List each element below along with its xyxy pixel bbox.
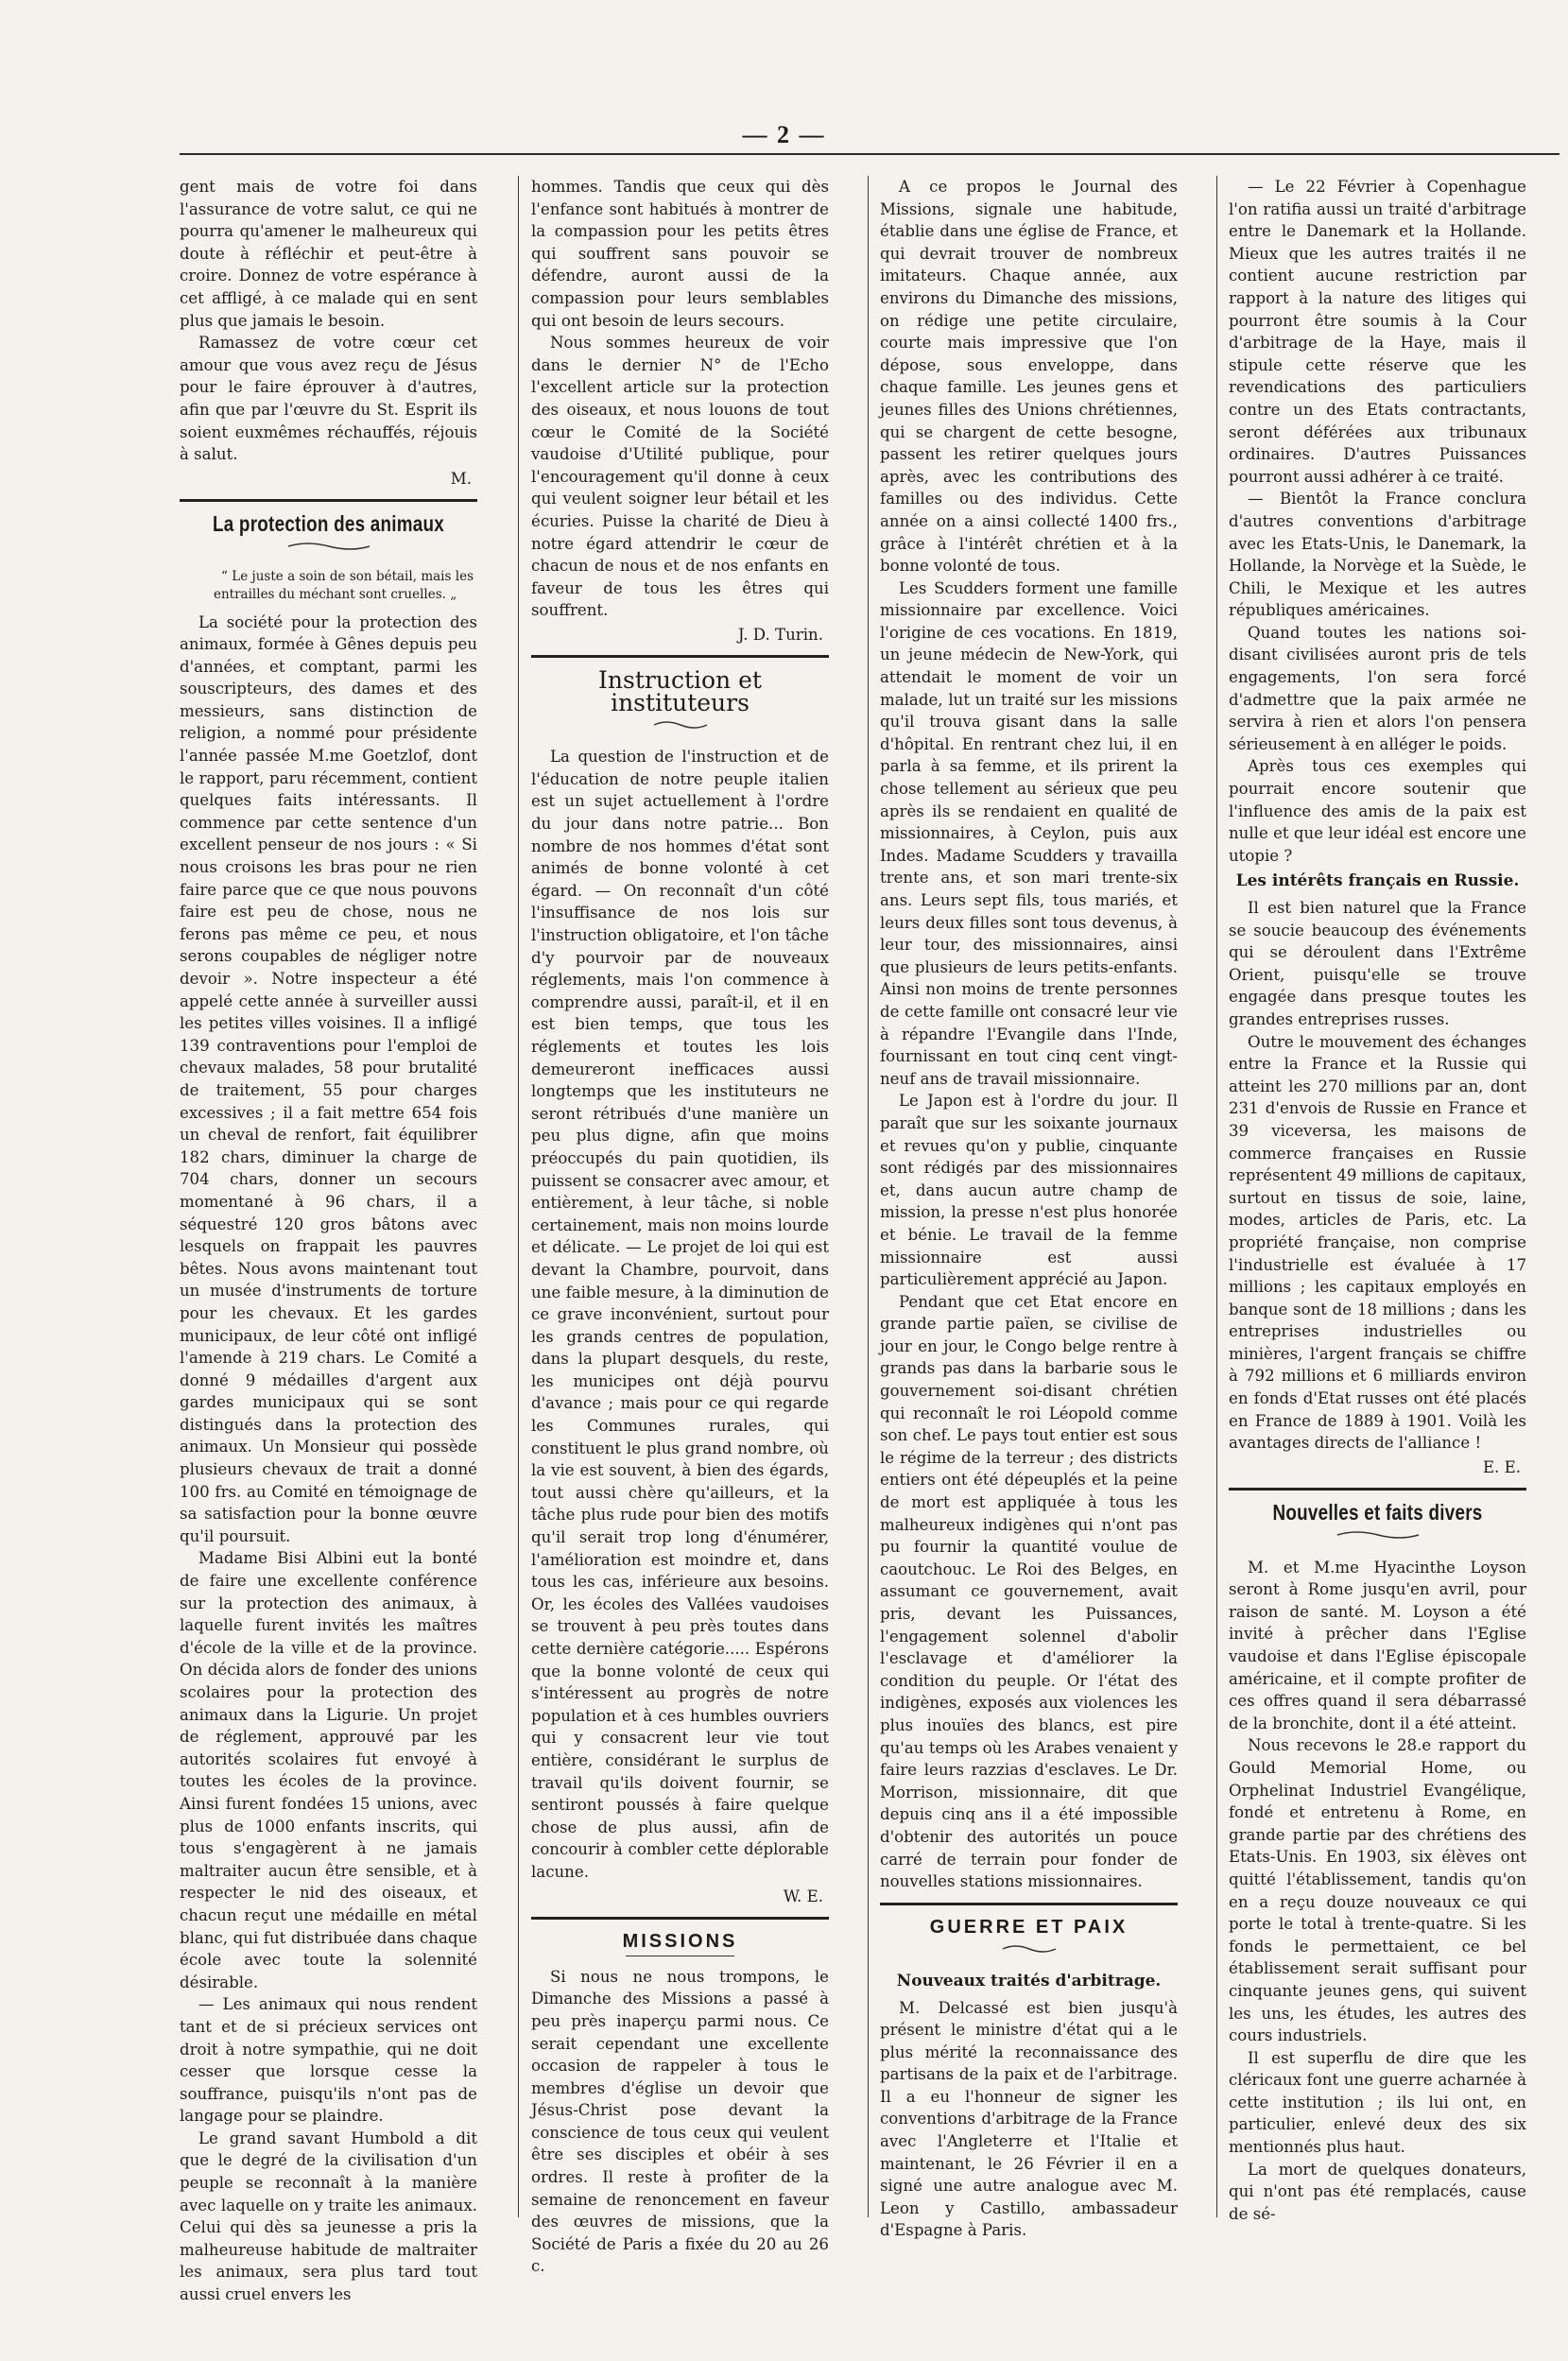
paragraph: M. Delcassé est bien jusqu'à présent le ministre d'état qui a le plus mérité la reconnaissance des partisans de la paix et de l'arbitrage. Il a eu l'honneur de signer les conventions d'arbitrage de la France avec l'Angleterre et l'Italie et maintenant, le 26 Février il en a signé une autre analogue avec M. Leon y Castillo, ambassadeur d'Espagne à Paris. — [880, 1998, 1178, 2240]
paragraph: — Bientôt la France conclura d'autres conventions d'arbitrage avec les Etats-Unis, le Danemark, la Hollande, la Norvège et la Suède, le Chili, le Mexique et les autres républiques américaines. — [1229, 490, 1526, 620]
signature: E. E. — [1482, 1457, 1521, 1476]
epigraph: “ Le juste a soin de son bétail, mais les entrailles du méchant sont cruelles. „ — [214, 568, 474, 602]
paragraph: Madame Bisi Albini eut la bonté de faire une excellente conférence sur la protection des animaux, à laquelle furent invités les maîtres d'école de la ville et de la province. On décida alors de fonder des unions scolaires pour la protection des animaux dans la Ligurie. Un projet de réglement, approuvé par les autorités scolaires fut envoyé à toutes les écoles de la province. Ainsi furent fondées 15 unions, avec plus de 1000 enfants inscrits, qui tous s'engagèrent à ne jamais maltraiter aucun être sensible, et à respecter le nid des oiseaux, et chacun reçut une médaille en métal blanc, qui fut distribuée dans chaque école avec toute la solennité désirable. — [180, 1549, 477, 1991]
signature: W. E. — [783, 1887, 823, 1905]
signature: M. — [450, 469, 472, 488]
paragraph: — Les animaux qui nous rendent tant et de si précieux services ont droit à notre sympathie, qui ne doit cesser que lorsque cesse la souffrance, puisqu'ils n'ont pas de langage pour se plaindre. — [180, 1995, 477, 2126]
section-rule — [880, 1903, 1178, 1905]
header-rule — [180, 153, 1559, 155]
column-2 — [531, 176, 829, 2276]
paragraph: gent mais de votre foi dans l'assurance de votre salut, ce qui ne pourra qu'amener le malheureux qui doute à réfléchir et peut-être à croire. Donnez de votre espérance à cet affligé, à ce malade qui en sent plus que jamais le besoin. — [180, 178, 477, 330]
column-1 — [180, 176, 477, 2304]
column-divider — [868, 176, 869, 2217]
paragraph: Nous recevons le 28.e rapport du Gould Memorial Home, ou Orphelinat Industriel Evangélique, fondé et entretenu à Rome, en grande partie par des chrétiens des Etats-Unis. En 1903, six élèves ont quitté l'établissement, tandis qu'on en a reçu douze nouveaux ce qui porte le total à trente-quatre. Si les fonds le permettaient, ce bel établissement serait suffisant pour cinquante jeunes gens, qui suivent les uns, les études, les autres des cours industriels. — [1229, 1736, 1526, 2045]
section-rule — [531, 1917, 829, 1920]
paragraph: Après tous ces exemples qui pourrait encore soutenir que l'influence des amis de la paix est nulle et que leur idéal est encore une utopie ? — [1229, 757, 1526, 865]
column-3 — [880, 176, 1178, 2265]
paragraph: hommes. Tandis que ceux qui dès l'enfance sont habitués à montrer de la compassion pour les petits êtres qui souffrent sans pouvoir se défendre, auront aussi de la compassion pour leurs semblables qui ont besoin de leurs secours. — [531, 178, 829, 330]
paragraph: Il est bien naturel que la France se soucie beaucoup des événements qui se déroulent dans l'Extrême Orient, puisqu'elle se trouve engagée dans presque toutes les grandes entreprises russes. — [1229, 899, 1526, 1028]
paragraph: Outre le mouvement des échanges entre la France et la Russie qui atteint les 270 millions par an, dont 231 d'envois de Russie en France et 39 viceversa, les maisons de commerce françaises en Russie représentent 49 millions de capitaux, surtout en tissus de soie, laine, modes, articles de Paris, etc. La propriété française, non comprise l'industrielle est évaluée à 17 millions ; les capitaux employés en banque sont de 18 millions ; dans les entreprises industrielles ou minières, l'argent français se chiffre à 792 millions et 6 milliards environ en fonds d'Etat russes ont été placés en France de 1889 à 1901. Voilà les avantages directs de l'alliance ! — [1229, 1032, 1526, 1453]
paragraph: La société pour la protection des animaux, formée à Gênes depuis peu d'années, et comptant, parmi les souscripteurs, des dames et des messieurs, sans distinction de religion, a nommé pour présidente l'année passée M.me Goetzlof, dont le rapport, paru récemment, contient quelques faits intéressants. Il commence par cette sentence d'un excellent penseur de nos jours : « Si nous croisons les bras pour ne rien faire parce que ce que nous pouvons faire est peu de chose, nous ne ferons pas même ce peu, et nous serons coupables de négliger notre devoir ». Notre inspecteur a été appelé cette année à surveiller aussi les petites villes voisines. Il a infligé 139 contraventions pour l'emploi de chevaux malades, 58 pour brutalité de traitement, 55 pour charges excessives ; il a fait mettre 654 fois un cheval de renfort, fait équilibrer 182 chars, diminuer la charge de 704 chars, donner un secours momentané à 96 chars, il a séquestré 120 gros bâtons avec lesquels on frappait les pauvres bêtes. Nous avons maintenant tout un musée d'instruments de torture pour les chevaux. Et les gardes municipaux, de leur côté ont infligé l'amende à 219 chars. Le Comité a donné 9 médailles d'argent aux gardes municipaux qui se sont distingués dans la protection des animaux. Un Monsieur qui possède plusieurs chevaux de trait a donné 100 frs. au Comité en témoignage de sa satisfaction pour la bonne œuvre qu'il poursuit. — [180, 612, 477, 1545]
article-heading: GUERRE ET PAIX — [929, 1916, 1129, 1938]
column-4 — [1229, 176, 1526, 2265]
article-heading: Nouvelles et faits divers — [1272, 1500, 1483, 1525]
paragraph: La question de l'instruction et de l'éducation de notre peuple italien est un sujet actuellement à l'ordre du jour dans notre patrie... Bon nombre de nos hommes d'état sont animés de bonne volonté à cet égard. — On reconnaît d'un côté l'insuffisance de nos lois sur l'instruction obligatoire, et l'on tâche d'y pourvoir par de nouveaux réglements, mais l'on commence à comprendre aussi, paraît-il, et il en est bien temps, que tous les réglements et toutes les lois demeureront inefficaces aussi longtemps que les instituteurs ne seront rétribués d'une manière un peu plus digne, afin que moins préoccupés du pain quotidien, ils puissent se consacrer avec amour, et entièrement, à leur tâche, si noble certainement, mais non moins lourde et délicate. — Le projet de loi qui est devant la Chambre, pourvoit, dans une faible mesure, à la diminution de ce grave inconvénient, surtout pour les grands centres de population, dans la plupart desquels, du reste, les municipes ont déjà pourvu d'avance ; mais pour ce qui regarde les Communes rurales, qui constituent le plus grand nombre, où la vie est souvent, à bien des égards, tout aussi chère qu'ailleurs, et la tâche plus rude pour bien des motifs qu'il serait trop long d'énumérer, l'amélioration est moindre et, dans tous les cas, inférieure aux besoins. Or, les écoles des Vallées vaudoises se trouvent à peu près toutes dans cette dernière catégorie..... Espérons que la bonne volonté de ceux qui s'intéressent au progrès de notre population et à ces humbles ouvriers qui y consacrent leur vie tout entière, considérant le surplus de travail qu'ils doivent fournir, se sentiront poussés à faire quelque chose de plus aussi, afin de concourir à combler cette déplorable lacune. — [531, 748, 829, 1881]
paragraph: M. et M.me Hyacinthe Loyson seront à Rome jusqu'en avril, pour raison de santé. M. Loyson a été invité à prêcher dans l'Eglise vaudoise et dans l'Eglise épiscopale américaine, et il compte profiter de ces offres quand il sera débarrassé de la bronchite, dont il a été atteint. — [1229, 1558, 1526, 1732]
ornament-icon — [1229, 1526, 1526, 1549]
paragraph: Les Scudders forment une famille missionnaire par excellence. Voici l'origine de ces vocations. En 1819, un jeune médecin de New-York, qui attendait le moment de voir un malade, lut un traité sur les missions qu'il trouva gisant dans la salle d'hôpital. En rentrant chez lui, il en parla à sa femme, et ils prirent la chose tellement au sérieux que peu après ils se rendaient en qualité de missionnaires, à Ceylon, puis aux Indes. Madame Scudders y travailla trente ans, et son mari trente-six ans. Leurs sept fils, tous mariés, et leurs deux filles sont tous devenus, à leur tour, des missionnaires, ainsi que plusieurs de leurs petits-enfants. Ainsi non moins de trente personnes de cette famille ont consacré leur vie à répandre l'Evangile dans l'Inde, fournissant en tout cinq cent vingt-neuf ans de travail missionnaire. — [880, 578, 1178, 1088]
signature: J. D. Turin. — [737, 625, 823, 644]
paragraph: Nous sommes heureux de voir dans le dernier N° de l'Echo l'excellent article sur la protection des oiseaux, et nous louons de tout cœur le Comité de la Société vaudoise d'Utilité publique, pour l'encouragement qu'il donne à ceux qui veulent soigner leur bétail et les écuries. Puisse la charité de Dieu à notre égard attendrir le cœur de chacun de nous et de nos enfants en faveur de tous les êtres qui souffrent. — [531, 334, 829, 620]
ornament-icon — [531, 716, 829, 739]
paragraph: Le Japon est à l'ordre du jour. Il paraît que sur les soixante journaux et revues qu'on y publie, cinquante sont rédigés par des missionnaires et, dans aucun autre champ de mission, la presse n'est plus honorée et bénie. Le travail de la femme missionnaire est aussi particulièrement apprécié au Japon. — [880, 1092, 1178, 1289]
page-number: — 2 — — [742, 121, 826, 148]
article-heading: MISSIONS — [622, 1931, 738, 1953]
ornament-icon — [880, 1940, 1178, 1963]
ornament-icon — [180, 538, 477, 560]
paragraph: Le grand savant Humbold a dit que le degré de la civilisation d'un peuple se reconnaît à la manière avec laquelle on y traite les animaux. Celui qui dès sa jeunesse a pris la malheureuse habitude de maltraiter les animaux, sera plus tard tout aussi cruel envers les — [180, 2128, 477, 2304]
article-heading: Instruction et instituteurs — [598, 666, 762, 717]
column-divider — [518, 176, 519, 2217]
subheading: Nouveaux traités d'arbitrage. — [896, 1971, 1162, 1990]
section-rule — [531, 655, 829, 658]
paragraph: Ramassez de votre cœur cet amour que vous avez reçu de Jésus pour le faire éprouver à d'autres, afin que par l'œuvre du St. Esprit ils soient euxmêmes réchauffés, réjouis à salut. — [180, 334, 477, 464]
paragraph: Il est superflu de dire que les cléricaux font une guerre acharnée à cette institution ; ils lui ont, en particulier, enlevé deux des six mentionnés plus haut. — [1229, 2048, 1526, 2157]
paragraph: La mort de quelques donateurs, qui n'ont pas été remplacés, cause de sé- — [1229, 2160, 1526, 2223]
section-rule — [180, 499, 477, 502]
article-heading: La protection des animaux — [212, 511, 445, 537]
subheading: Les intérêts français en Russie. — [1235, 871, 1520, 891]
column-divider — [1216, 176, 1217, 2217]
paragraph: Quand toutes les nations soi-disant civilisées auront pris de tels engagements, l'on sera forcé d'admettre que la paix armée ne servira à rien et alors l'on pensera sérieusement à en alléger le poids. — [1229, 623, 1526, 753]
paragraph: A ce propos le Journal des Missions, signale une habitude, établie dans une église de France, et qui devrait trouver de nombreux imitateurs. Chaque année, aux environs du Dimanche des missions, on rédige une petite circulaire, courte mais impressive que l'on dépose, sous enveloppe, dans chaque famille. Les jeunes gens et jeunes filles des Unions chrétiennes, qui se chargent de cette besogne, passent les retirer quelques jours après, avec les contributions des familles ou des individus. Cette année on a ainsi collecté 1400 frs., grâce à l'intérêt chrétien et à la bonne volonté de tous. — [880, 178, 1178, 576]
paragraph: Si nous ne nous trompons, le Dimanche des Missions a passé à peu près inaperçu parmi nous. Ce serait cependant une excellente occasion de rappeler à tous le membres d'église un devoir que Jésus-Christ pose devant la conscience de tous ceux qui veulent être ses disciples et obéir à ses ordres. Il reste à profiter de la semaine de renoncement en faveur des œuvres de missions, que la Société de Paris a fixée du 20 au 26 c. — [531, 1967, 829, 2276]
paragraph: — Le 22 Février à Copenhague l'on ratifia aussi un traité d'arbitrage entre le Danemark et la Hollande. Mieux que les autres traités il ne contient aucune restriction par rapport à la nature des litiges qui pourront être soumis à la Cour d'arbitrage de la Haye, mais il stipule cette réserve que les revendications des particuliers contre un des Etats contractants, seront déférées aux tribunaux ordinaires. D'autres Puissances pourront aussi adhérer à ce traité. — [1229, 178, 1526, 486]
paragraph: Pendant que cet Etat encore en grande partie païen, se civilise de jour en jour, le Congo belge rentre à grands pas dans la barbarie sous le gouvernement soi-disant chrétien qui reconnaît le roi Léopold comme son chef. Le pays tout entier est sous le régime de la terreur ; des districts entiers ont été dépeuplés et la peine de mort est appliquée à tous les malheureux indigènes qui n'ont pas pu fournir la quantité voulue de caoutchouc. Le Roi des Belges, en assumant ce gouvernement, avait pris, devant les Puissances, l'engagement solennel d'abolir l'esclavage et d'améliorer la condition du peuple. Or l'état des indigènes, exposés aux violences les plus inouïes des blancs, est pire qu'au temps où les Arabes venaient y faire leurs razzias d'esclaves. Le Dr. Morrison, missionnaire, dit que depuis cinq ans il a été impossible d'obtenir des autorités un pouce carré de terrain pour fonder de nouvelles stations missionnaires. — [880, 1292, 1178, 1891]
section-rule — [1229, 1488, 1526, 1491]
